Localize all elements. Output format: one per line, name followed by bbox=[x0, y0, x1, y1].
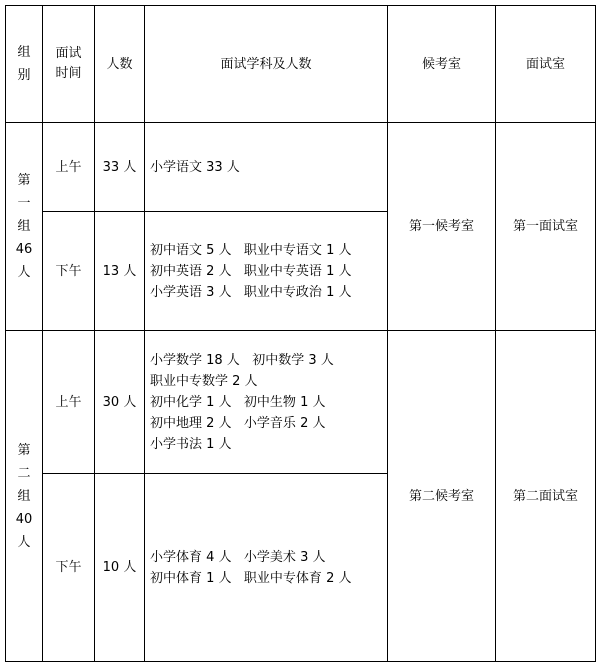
subject-line: 初中化学 1 人 初中生物 1 人 bbox=[150, 394, 326, 410]
group-label-cell bbox=[6, 331, 43, 662]
interview-schedule-table bbox=[5, 5, 596, 662]
subject-line: 小学英语 3 人 职业中专政治 1 人 bbox=[150, 284, 352, 300]
group-label-char: 第 bbox=[17, 442, 31, 458]
session-count: 30 人 bbox=[95, 331, 145, 474]
group-label-char: 40 bbox=[15, 511, 33, 527]
header-group-char: 别 bbox=[17, 68, 31, 83]
subject-line: 初中英语 2 人 职业中专英语 1 人 bbox=[150, 263, 352, 279]
header-waiting-room: 候考室 bbox=[388, 6, 496, 123]
group-label-char: 一 bbox=[17, 196, 31, 211]
header-group-char: 组 bbox=[17, 45, 31, 60]
table-row bbox=[6, 123, 596, 212]
header-group bbox=[6, 6, 43, 123]
session-time: 上午 bbox=[43, 331, 95, 474]
table-row bbox=[6, 331, 596, 474]
group-label-char: 人 bbox=[17, 534, 31, 550]
header-time bbox=[43, 6, 95, 123]
header-interview-room: 面试室 bbox=[496, 6, 596, 123]
waiting-room-cell: 第一候考室 bbox=[388, 123, 496, 331]
subject-line: 职业中专数学 2 人 bbox=[150, 373, 258, 389]
interview-room-cell: 第一面试室 bbox=[496, 123, 596, 331]
group-label-char: 人 bbox=[17, 265, 31, 280]
group-label-char: 46 bbox=[15, 242, 33, 257]
session-count: 10 人 bbox=[95, 474, 145, 662]
subject-line: 初中语文 5 人 职业中专语文 1 人 bbox=[150, 242, 352, 258]
group-label-char: 二 bbox=[17, 465, 31, 481]
session-subjects bbox=[145, 123, 388, 212]
header-time-line: 时间 bbox=[55, 66, 82, 81]
group-label-char: 第 bbox=[17, 173, 31, 188]
subject-line: 小学语文 33 人 bbox=[150, 159, 240, 175]
group-label-cell bbox=[6, 123, 43, 331]
subject-line: 小学体育 4 人 小学美术 3 人 bbox=[150, 549, 326, 565]
session-time: 下午 bbox=[43, 212, 95, 331]
header-subjects: 面试学科及人数 bbox=[145, 6, 388, 123]
subject-line: 小学书法 1 人 bbox=[150, 436, 232, 452]
header-count: 人数 bbox=[95, 6, 145, 123]
subject-line: 小学数学 18 人 初中数学 3 人 bbox=[150, 352, 334, 368]
session-time: 上午 bbox=[43, 123, 95, 212]
waiting-room-cell: 第二候考室 bbox=[388, 331, 496, 662]
group-label-char: 组 bbox=[17, 219, 31, 234]
header-row bbox=[6, 6, 596, 123]
session-subjects bbox=[145, 331, 388, 474]
header-time-line: 面试 bbox=[55, 46, 82, 61]
subject-line: 初中地理 2 人 小学音乐 2 人 bbox=[150, 415, 326, 431]
session-time: 下午 bbox=[43, 474, 95, 662]
session-count: 33 人 bbox=[95, 123, 145, 212]
interview-room-cell: 第二面试室 bbox=[496, 331, 596, 662]
session-subjects bbox=[145, 212, 388, 331]
session-subjects bbox=[145, 474, 388, 662]
subject-line: 初中体育 1 人 职业中专体育 2 人 bbox=[150, 570, 352, 586]
session-count: 13 人 bbox=[95, 212, 145, 331]
group-label-char: 组 bbox=[17, 488, 31, 504]
